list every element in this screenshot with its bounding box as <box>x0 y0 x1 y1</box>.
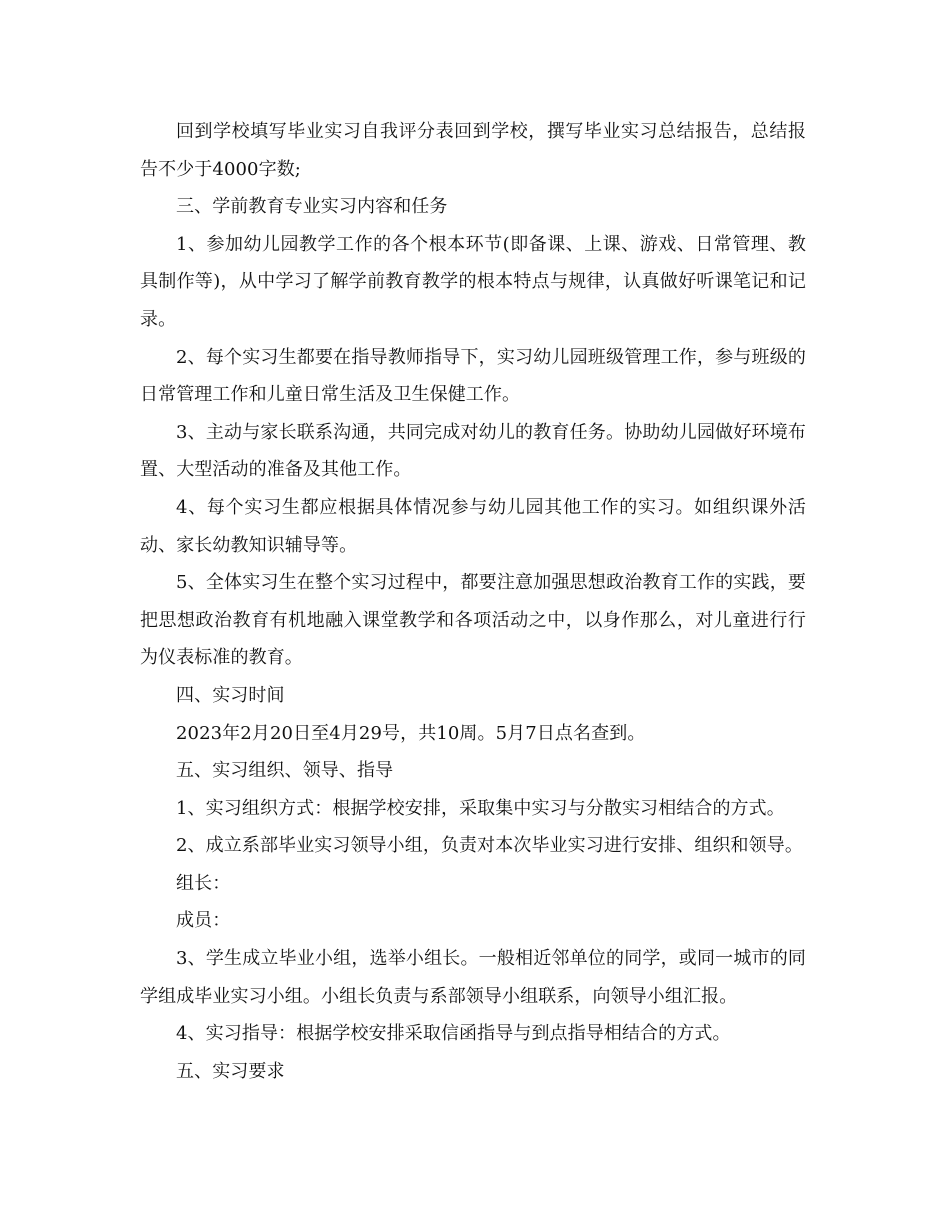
paragraph-item-3-parent-contact: 3、主动与家长联系沟通，共同完成对幼儿的教育任务。协助幼儿园做好环境布置、大型活动的准备及其他工作。 <box>140 421 806 481</box>
paragraph-members: 成员： <box>176 910 231 932</box>
paragraph-summary-report: 回到学校填写毕业实习自我评分表回到学校，撰写毕业实习总结报告，总结报告不少于4000字数; <box>140 121 806 180</box>
paragraph-item-2-class-management: 2、每个实习生都要在指导教师指导下，实习幼儿园班级管理工作，参与班级的日常管理工作和儿童日常生活及卫生保健工作。 <box>140 346 806 406</box>
heading-organization: 五、实习组织、领导、指导 <box>176 760 394 782</box>
paragraph-item-5-political-education: 5、全体实习生在整个实习过程中，都要注意加强思想政治教育工作的实践，要把思想政治教育有机地融入课堂教学和各项活动之中，以身作那么，对儿童进行行为仪表标准的教育。 <box>140 572 806 669</box>
heading-internship-content: 三、学前教育专业实习内容和任务 <box>176 196 448 218</box>
paragraph-student-groups: 3、学生成立毕业小组，选举小组长。一般相近邻单位的同学，或同一城市的同学组成毕业实习小组。小组长负责与系部领导小组联系，向领导小组汇报。 <box>140 948 806 1007</box>
paragraph-item-4-other-work: 4、每个实习生都应根据具体情况参与幼儿园其他工作的实习。如组织课外活动、家长幼教知识辅导等。 <box>140 496 806 556</box>
paragraph-time-range: 2023年2月20日至4月29号，共10周。5月7日点名查到。 <box>176 722 646 744</box>
paragraph-leadership-group: 2、成立系部毕业实习领导小组，负责对本次毕业实习进行安排、组织和领导。 <box>176 835 803 857</box>
paragraph-group-leader: 组长： <box>176 872 231 894</box>
paragraph-guidance: 4、实习指导：根据学校安排采取信函指导与到点指导相结合的方式。 <box>176 1023 731 1045</box>
heading-internship-time: 四、实习时间 <box>176 684 285 706</box>
document-body <box>140 113 806 1090</box>
paragraph-item-1-teaching: 1、参加幼儿园教学工作的各个根本环节(即备课、上课、游戏、日常管理、教具制作等)，从中学习了解学前教育教学的根本特点与规律，认真做好听课笔记和记录。 <box>140 233 806 330</box>
heading-requirements: 五、实习要求 <box>176 1060 285 1082</box>
paragraph-org-method: 1、实习组织方式：根据学校安排，采取集中实习与分散实习相结合的方式。 <box>176 797 785 819</box>
